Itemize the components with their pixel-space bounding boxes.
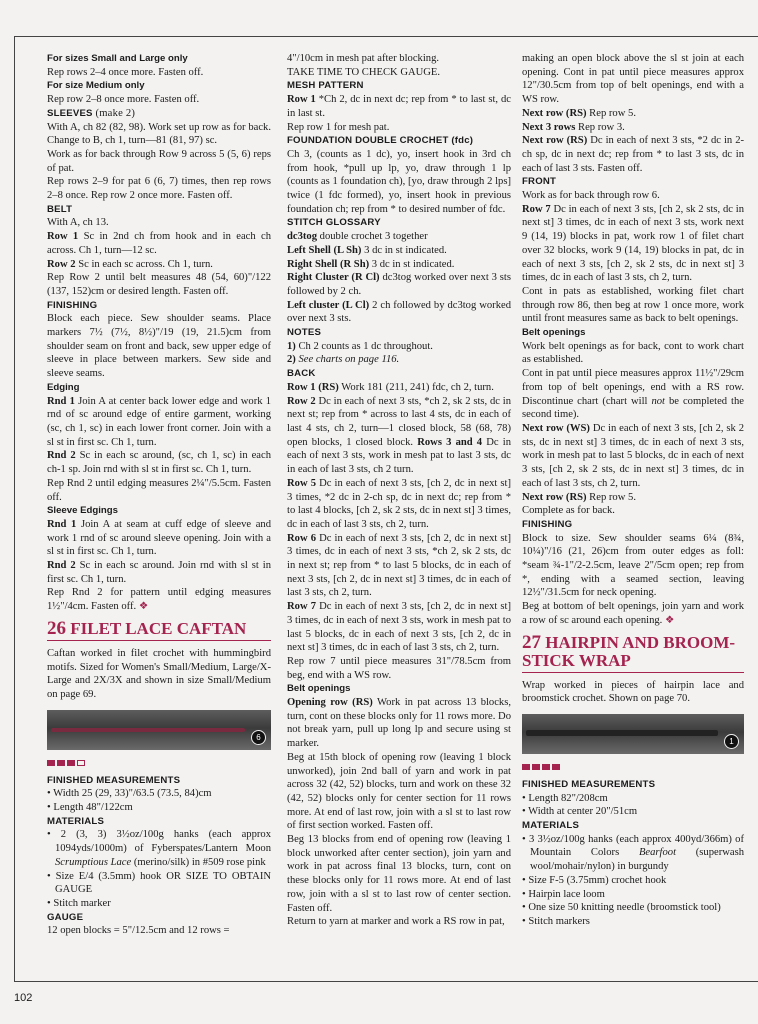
column-3 — [522, 52, 744, 929]
glossary-item: dc3tog double crochet 3 together — [287, 231, 428, 243]
paragraph: making an open block above the sl st join at each opening. Cont in pat until piece measures approx 12"/30.5cm from top of belt openings, end with a WS row. — [522, 53, 744, 106]
sleeves-heading: SLEEVES (make 2) — [47, 107, 136, 119]
list-item: • Length 82"/208cm — [522, 792, 608, 804]
paragraph: Row 2 Dc in each of next 3 sts, *ch 2, sk 2 sts, dc in next st; rep from * across to last 4 sts, dc in each of last 4 sts, ch 2, turn—1 closed block, 58 (68, 78) open blocks, 1 closed block. Rows 3 and 4 Dc in each of next 3 sts, work in mesh pat to last 3 sts, dc in each of last 3 sts, ch 2 turn. — [287, 395, 512, 476]
paragraph: With A, ch 82 (82, 98). Work set up row as for back. Change to B, ch 1, turn—81 (81, 97) sc. — [47, 121, 271, 147]
end-mark-icon: ❖ — [664, 614, 675, 626]
paragraph: Block each piece. Sew shoulder seams. Place markers 7½ (7½, 8½)"/19 (19, 21.5)cm from shoulder seam on front and back, sew upper edge of sleeve in place between markers. Sew side and sleeve seams. — [47, 313, 271, 380]
finishing-heading: FINISHING — [522, 518, 573, 530]
yarn-strand — [526, 730, 718, 736]
paragraph: Rep rows 2–9 for pat 6 (6, 7) times, then rep rows 2–8 once. Rep row 2 once more. Fasten off. — [47, 176, 271, 202]
paragraph: Next row (RS) Dc in each of next 3 sts, *2 dc in 2-ch sp, dc in next dc; rep from * to last 3 sts, dc in each of last 3 sts. Fasten off. — [522, 135, 745, 174]
paragraph: Row 1 *Ch 2, dc in next dc; rep from * to last st, dc in last st. — [287, 94, 511, 119]
paragraph: Rep row 2–8 once more. Fasten off. — [47, 94, 200, 106]
materials-heading: MATERIALS — [47, 815, 105, 827]
paragraph: TAKE TIME TO CHECK GAUGE. — [287, 66, 441, 78]
finishing-heading: FINISHING — [47, 299, 98, 311]
stitch-glossary-heading: STITCH GLOSSARY — [287, 217, 381, 229]
paragraph: Rnd 1 Join A at seam at cuff edge of sleeve and work 1 rnd of sc around sleeve opening. Join with a sl st in first sc. Ch 1, turn. — [47, 518, 271, 558]
belt-openings-heading: Belt openings — [522, 327, 586, 339]
paragraph: Beg at 15th block of opening row (leaving 1 block unworked), join 2nd ball of yarn and work in pat across 32 (42, 52) blocks, turn and work on these 32 (42, 52) blocks only for center section for 11 rows more. At end of last row, join with a sl st to last row of first section worked. Fasten off. — [287, 751, 511, 832]
list-item: • 3 3½oz/100g hanks (each approx 400yd/366m) of Mountain Colors Bearfoot (superwash wool/mohair/nylon) in burgundy — [522, 833, 744, 873]
materials-heading: MATERIALS — [522, 820, 580, 832]
paragraph: Return to yarn at marker and work a RS row in pat, — [287, 916, 505, 928]
list-item: • Size F-5 (3.75mm) crochet hook — [522, 874, 667, 886]
paragraph: Row 2 Sc in each sc across. Ch 1, turn. — [47, 258, 213, 270]
skill-level-icon — [522, 764, 744, 770]
paragraph: 4"/10cm in mesh pat after blocking. — [287, 53, 440, 64]
finished-measurements-heading: FINISHED MEASUREMENTS — [47, 774, 181, 786]
list-item: • Width at center 20"/51cm — [522, 806, 638, 818]
paragraph: Work as for back through row 6. — [522, 190, 660, 202]
list-item: • Size E/4 (3.5mm) hook OR SIZE TO OBTAIN GAUGE — [47, 870, 271, 896]
mesh-pattern-heading: MESH PATTERN — [287, 80, 364, 92]
list-item: • Stitch markers — [522, 915, 590, 927]
list-item: • Width 25 (29, 33)"/63.5 (73.5, 84)cm — [47, 788, 212, 800]
paragraph: Complete as for back. — [522, 505, 615, 517]
paragraph: Rnd 2 Sc in each sc around, (sc, ch 1, sc) in each ch-1 sp. Join rnd with sl st in first sc. Ch 1, turn. — [47, 450, 271, 476]
swatch-number-badge: 6 — [251, 730, 266, 745]
paragraph: Block to size. Sew shoulder seams 6¼ (8¾, 10¼)"/16 (21, 26)cm from outer edges as foll: *seam ¾-1"/2-2.5cm, leave 2"/5cm open; rep from *, ending with a seamed section, leaving 12½"/31.5cm for neck opening. — [522, 532, 744, 599]
section-title-27: 27 HAIRPIN AND BROOM-STICK WRAP — [522, 634, 744, 673]
paragraph: Next row (RS) Rep row 5. — [522, 107, 636, 119]
glossary-item: Left cluster (L Cl) 2 ch followed by dc3tog worked over next 3 sts. — [287, 299, 511, 325]
paragraph: Beg at bottom of belt openings, join yarn and work a row of sc around each opening. ❖ — [522, 601, 744, 626]
belt-openings-heading: Belt openings — [287, 683, 351, 695]
paragraph: Row 6 Dc in each of next 3 sts, [ch 2, dc in next st] 3 times, dc in each of next 3 sts, *ch 2, sk 2 sts, dc in next st; rep from * to last 5 blocks, dc in each of next 3 sts, [ch 2, dc in next st] 3 times, dc in each of last 3 sts, ch 2, turn. — [287, 532, 511, 599]
heading-small-large: For sizes Small and Large only — [47, 53, 188, 64]
heading-medium: For size Medium only — [47, 80, 145, 92]
swatch-image — [522, 714, 744, 754]
swatch-number-badge: 1 — [724, 734, 739, 749]
list-item: • Hairpin lace loom — [522, 888, 605, 900]
paragraph: Cont in pats as established, working filet chart through row 86, then beg at row 1 once more, work until front measures same as back to belt openings. — [522, 285, 744, 325]
paragraph: Rep rows 2–4 once more. Fasten off. — [47, 66, 204, 78]
section-description: Wrap worked in pieces of hairpin lace and broomstick crochet. Shown on page 70. — [522, 679, 744, 705]
notes-heading: NOTES — [287, 327, 322, 339]
paragraph: Next 3 rows Rep row 3. — [522, 121, 625, 133]
paragraph: Row 1 Sc in 2nd ch from hook and in each ch across. Ch 1, turn—12 sc. — [47, 231, 271, 256]
edging-heading: Edging — [47, 381, 80, 393]
note: 1) Ch 2 counts as 1 dc throughout. — [287, 340, 433, 352]
glossary-item: Right Shell (R Sh) 3 dc in st indicated. — [287, 258, 455, 270]
list-item: • 2 (3, 3) 3½oz/100g hanks (each approx 1094yds/1000m) of Fyberspates/Lantern Moon Scrumptious Lace (merino/silk) in #509 rose pink — [47, 829, 271, 868]
paragraph: Cont in pat until piece measures approx 11½"/29cm from top of belt openings, end with a RS row. Discontinue chart (chart will not be completed the second time). — [522, 368, 744, 421]
column-2 — [287, 52, 511, 929]
glossary-item: Right Cluster (R Cl) dc3tog worked over next 3 sts followed by 2 ch. — [287, 272, 512, 297]
skill-level-icon — [47, 760, 271, 766]
finished-measurements-heading: FINISHED MEASUREMENTS — [522, 778, 656, 790]
section-title-26: 26 FILET LACE CAFTAN — [47, 620, 271, 641]
paragraph: Row 7 Dc in each of next 3 sts, [ch 2, sk 2 sts, dc in next st] 3 times, dc in each of next 3 sts, work next 9 (14, 19) blocks in pat, work row 1 of filet chart over 32 blocks, work 9 (14, 19) blocks in pat, dc in each of next 3 sts, [ch 2, sk 2 sts, dc in next st] 3 times, dc in each of last 3 sts, ch 2, turn. — [522, 203, 744, 284]
back-heading: BACK — [287, 368, 316, 380]
paragraph: Row 7 Dc in each of next 3 sts, [ch 2, dc in next st] 3 times, dc in each of next 3 sts, work in mesh pat to last 5 blocks, dc in each of next 3 sts, [ch 2, dc in next st] 3 times, dc in each of last 3 sts, ch 2, turn. — [287, 601, 511, 654]
paragraph: Rnd 2 Sc in each sc around. Join rnd with sl st in first sc. Ch 1, turn. — [47, 560, 271, 585]
gauge-heading: GAUGE — [47, 911, 84, 923]
belt-heading: BELT — [47, 203, 73, 215]
paragraph: Beg 13 blocks from end of opening row (leaving 1 block unworked after center section), join yarn and work in pat across final 13 blocks, turn, cont on these blocks only for 11 rows more. At end of last row, join with a sl st to last row of center section. Fasten off. — [287, 834, 511, 914]
list-item: • Length 48"/122cm — [47, 802, 133, 814]
front-heading: FRONT — [522, 176, 557, 188]
swatch-image — [47, 710, 271, 750]
paragraph: Row 1 (RS) Work 181 (211, 241) fdc, ch 2, turn. — [287, 381, 494, 393]
end-mark-icon: ❖ — [138, 601, 149, 613]
paragraph: Rep Row 2 until belt measures 48 (54, 60)"/122 (137, 152)cm or desired length. Fasten off. — [47, 272, 271, 297]
note: 2) See charts on page 116. — [287, 354, 400, 366]
section-description: Caftan worked in filet crochet with hummingbird motifs. Sized for Women's Small/Medium, Large/X-Large and 2X/3X and shown in size Small/Medium on page 69. — [47, 647, 271, 700]
yarn-strand — [51, 728, 245, 732]
list-item: • Stitch marker — [47, 897, 111, 909]
paragraph: Next row (RS) Rep row 5. — [522, 491, 636, 503]
glossary-item: Left Shell (L Sh) 3 dc in st indicated. — [287, 244, 447, 256]
fdc-heading: FOUNDATION DOUBLE CROCHET (fdc) — [287, 135, 474, 147]
paragraph: Rep Rnd 2 until edging measures 2¼"/5.5cm. Fasten off. — [47, 477, 271, 503]
list-item: • One size 50 knitting needle (broomstick tool) — [522, 902, 721, 914]
paragraph: Opening row (RS) Work in pat across 13 blocks, turn, cont on these blocks only for 11 rows more. Do not break yarn, pull up long lp and secure using st marker. — [287, 697, 511, 750]
paragraph: 12 open blocks = 5"/12.5cm and 12 rows = — [47, 925, 230, 937]
paragraph: Rep row 7 until piece measures 31"/78.5cm from beg, end with a WS row. — [287, 655, 511, 681]
paragraph: Rep Rnd 2 for pattern until edging measures 1½"/4cm. Fasten off. ❖ — [47, 587, 271, 613]
paragraph: Rnd 1 Join A at center back lower edge and work 1 rnd of sc around edge of entire garment, working (sc, ch 1, sc) in each lower front corner. Join with a sl st in first sc. Ch 1, turn. — [47, 395, 272, 448]
page-number: 102 — [14, 992, 33, 1004]
paragraph: Row 5 Dc in each of next 3 sts, [ch 2, dc in next st] 3 times, *2 dc in 2-ch sp, dc in next dc; rep from * to last 4 blocks, [ch 2, sk 2 sts, dc in next st] 3 times, dc in each of last 3 sts, ch 2, turn. — [287, 477, 511, 530]
paragraph: Next row (WS) Dc in each of next 3 sts, [ch 2, sk 2 sts, dc in next st] 3 times, dc in each of next 3 sts, work in mesh pat to last 5 blocks, dc in each of next 3 sts, [ch 2, sk 2 sts, dc in next st] 3 times, dc in each of last 3 sts, ch 2, turn. — [522, 422, 744, 489]
paragraph: Work belt openings as for back, cont to work chart as established. — [522, 340, 744, 366]
paragraph: Work as for back through Row 9 across 5 (5, 6) reps of pat. — [47, 148, 271, 174]
column-1 — [47, 52, 271, 938]
paragraph: With A, ch 13. — [47, 217, 109, 229]
paragraph: Ch 3, (counts as 1 dc), yo, insert hook in 3rd ch from hook, *pull up lp, yo, draw through 1 lp (counts as 1 foundation ch), [yo, draw through 2 lps] twice (1 fdc formed), yo, insert hook in previous foundation ch; rep from * to desired number of fdc. — [287, 148, 511, 215]
paragraph: Rep row 1 for mesh pat. — [287, 121, 390, 133]
sleeve-edgings-heading: Sleeve Edgings — [47, 505, 118, 517]
